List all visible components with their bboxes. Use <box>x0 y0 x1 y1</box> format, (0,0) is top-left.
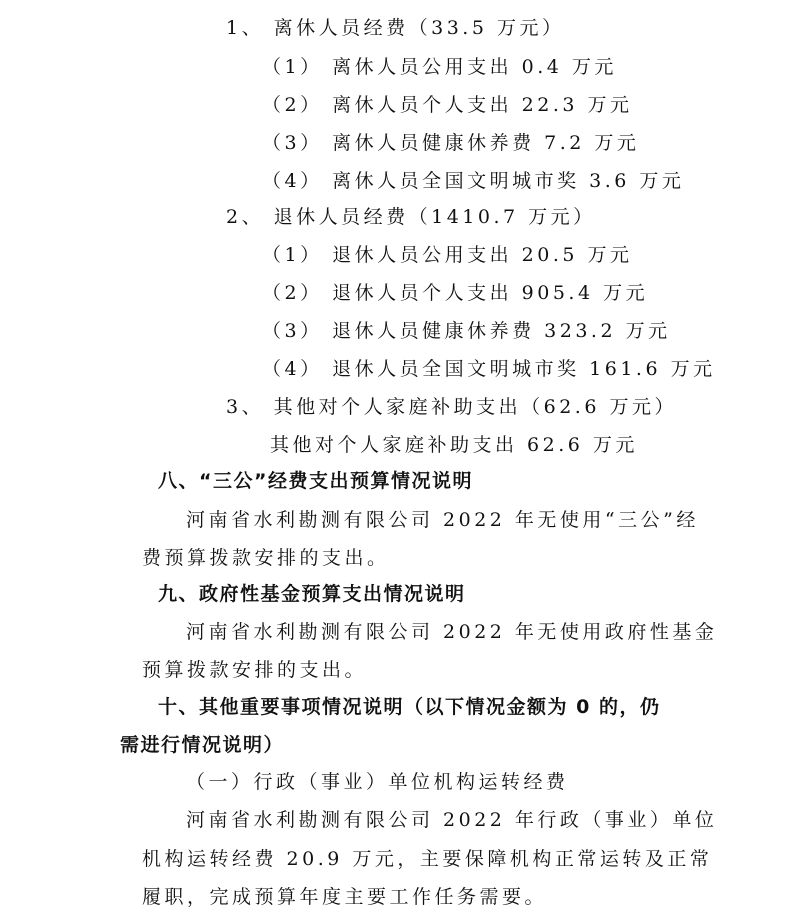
section-nine-paragraph-line-2: 预算拨款安排的支出。 <box>142 659 368 681</box>
family-subsidy-detail: 其他对个人家庭补助支出 62.6 万元 <box>270 434 638 456</box>
retiree-item-1-3: （3） 离休人员健康休养费 7.2 万元 <box>262 132 640 154</box>
operating-expenses-paragraph-line-3: 履职，完成预算年度主要工作任务需要。 <box>142 886 548 908</box>
retiree-section-heading-1: 1、 离休人员经费（33.5 万元） <box>226 17 565 39</box>
retiree-item-2-1: （1） 退休人员公用支出 20.5 万元 <box>262 244 633 266</box>
retiree-section-heading-2: 2、 退休人员经费（1410.7 万元） <box>226 206 596 228</box>
section-nine-paragraph-line-1: 河南省水利勘测有限公司 2022 年无使用政府性基金 <box>186 621 718 643</box>
section-ten-heading-line-1: 十、其他重要事项情况说明（以下情况金额为 0 的，仍 <box>158 696 661 718</box>
section-eight-paragraph-line-2: 费预算拨款安排的支出。 <box>142 547 390 569</box>
section-ten-heading-line-2: 需进行情况说明） <box>120 734 285 756</box>
section-eight-heading: 八、“三公”经费支出预算情况说明 <box>158 470 473 492</box>
retiree-item-1-2: （2） 离休人员个人支出 22.3 万元 <box>262 94 633 116</box>
family-subsidy-heading: 3、 其他对个人家庭补助支出（62.6 万元） <box>226 396 677 418</box>
retiree-item-1-1: （1） 离休人员公用支出 0.4 万元 <box>262 56 617 78</box>
retiree-item-2-2: （2） 退休人员个人支出 905.4 万元 <box>262 282 649 304</box>
operating-expenses-paragraph-line-2: 机构运转经费 20.9 万元，主要保障机构正常运转及正常 <box>142 848 713 870</box>
section-eight-paragraph-line-1: 河南省水利勘测有限公司 2022 年无使用“三公”经 <box>186 509 699 531</box>
retiree-item-1-4: （4） 离休人员全国文明城市奖 3.6 万元 <box>262 170 685 192</box>
retiree-item-2-3: （3） 退休人员健康休养费 323.2 万元 <box>262 320 671 342</box>
retiree-item-2-4: （4） 退休人员全国文明城市奖 161.6 万元 <box>262 358 716 380</box>
section-nine-heading: 九、政府性基金预算支出情况说明 <box>158 583 466 605</box>
operating-expenses-paragraph-line-1: 河南省水利勘测有限公司 2022 年行政（事业）单位 <box>186 809 718 831</box>
subsection-operating-expenses-heading: （一）行政（事业）单位机构运转经费 <box>186 771 569 793</box>
